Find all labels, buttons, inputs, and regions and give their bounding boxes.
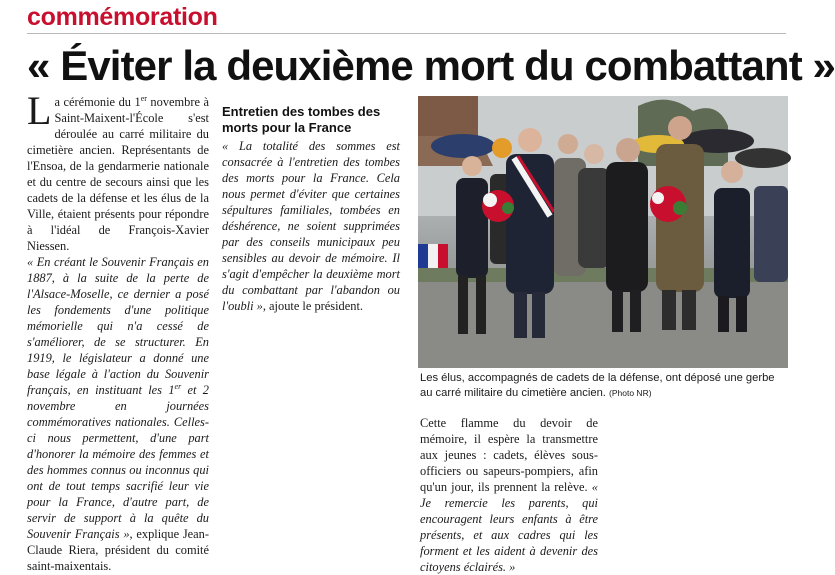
- closing-paragraph: [420, 415, 598, 575]
- closing-text: Cette flamme du devoir de mémoire, il espère la transmettre aux jeunes : cadets, élèves sous-officiers ou sapeurs-pompiers, afin qu'un jour, ils prennent la relève.: [420, 416, 598, 494]
- quote-2: [222, 138, 400, 314]
- photo-caption: [420, 371, 790, 401]
- intro-text-b: novembre à Saint-Maixent-l'École s'est déroulée au carré militaire du cimetière ancien. Représentants de l'Ensoa, de la gendarmerie nationale et du centre de secours ainsi que les cadets de la défense et les élus de la Ville, étaient présents pour répondre à l'idéal de François-Xavier Niessen.: [27, 95, 209, 253]
- intro-paragraph: [27, 88, 209, 254]
- subhead: Entretien des tombes des morts pour la France: [222, 104, 381, 135]
- drop-cap: L: [27, 88, 52, 133]
- section-divider: [27, 33, 786, 34]
- quote-1-text-b: et 2 novembre en journées commémoratives nationales. Celles-ci nous permettent, d'une part d'honorer la mémoire des femmes et des hommes connus ou inconnus qui ont de tout temps sacrifié leur vie pour la France, d'autre part, de servir de support à la quête du Souvenir Français »: [27, 383, 209, 541]
- article-column-2: [222, 94, 400, 314]
- intro-text-a: a cérémonie du 1: [54, 95, 141, 109]
- intro-sup: er: [140, 93, 147, 103]
- quote-1-text-a: « En créant le Souvenir Français en 1887, à la suite de la perte de l'Alsace-Moselle, ce dernier a posé les fondements d'une politique mémorielle qui n'a cessé de s'améliorer, de se structurer. En 1919, le législateur a donné une base légale à l'action du Souvenir français, en instituant les 1: [27, 255, 209, 397]
- quote-2-text: « La totalité des sommes est consacrée à l'entretien des tombes des morts pour la France. Cela nous permet d'éviter que certaines sépultures familiales, tombées en déshérence, ne soient supprimées par des conseils municipaux peu sensibles au devoir de mémoire. Il s'agit d'empêcher la deuxième mort du combattant par l'abandon ou l'oubli »: [222, 139, 400, 313]
- ceremony-photo-illustration: [418, 96, 788, 368]
- quote-2-attribution: , ajoute le président.: [262, 299, 363, 313]
- quote-1-attribution: , explique Jean-Claude Riera, président du comité saint-maixentais.: [27, 527, 209, 573]
- section-rubric: commémoration: [27, 3, 218, 31]
- quote-3: « Je remercie les parents, qui encouragent leurs enfants à être présents, et aux cadres qui les forment et les aident à devenir des citoyens éclairés. »: [420, 480, 598, 574]
- article-column-1: [27, 88, 209, 574]
- article-column-3: [420, 415, 598, 574]
- quote-1: [27, 254, 209, 574]
- quote-1-sup: er: [174, 381, 182, 391]
- photo-caption-text: Les élus, accompagnés de cadets de la défense, ont déposé une gerbe au carré militaire du cimetière ancien.: [420, 372, 775, 399]
- photo-credit: (Photo NR): [609, 388, 652, 398]
- article-headline: « Éviter la deuxième mort du combattant »: [27, 42, 835, 89]
- ceremony-photo: [418, 96, 788, 368]
